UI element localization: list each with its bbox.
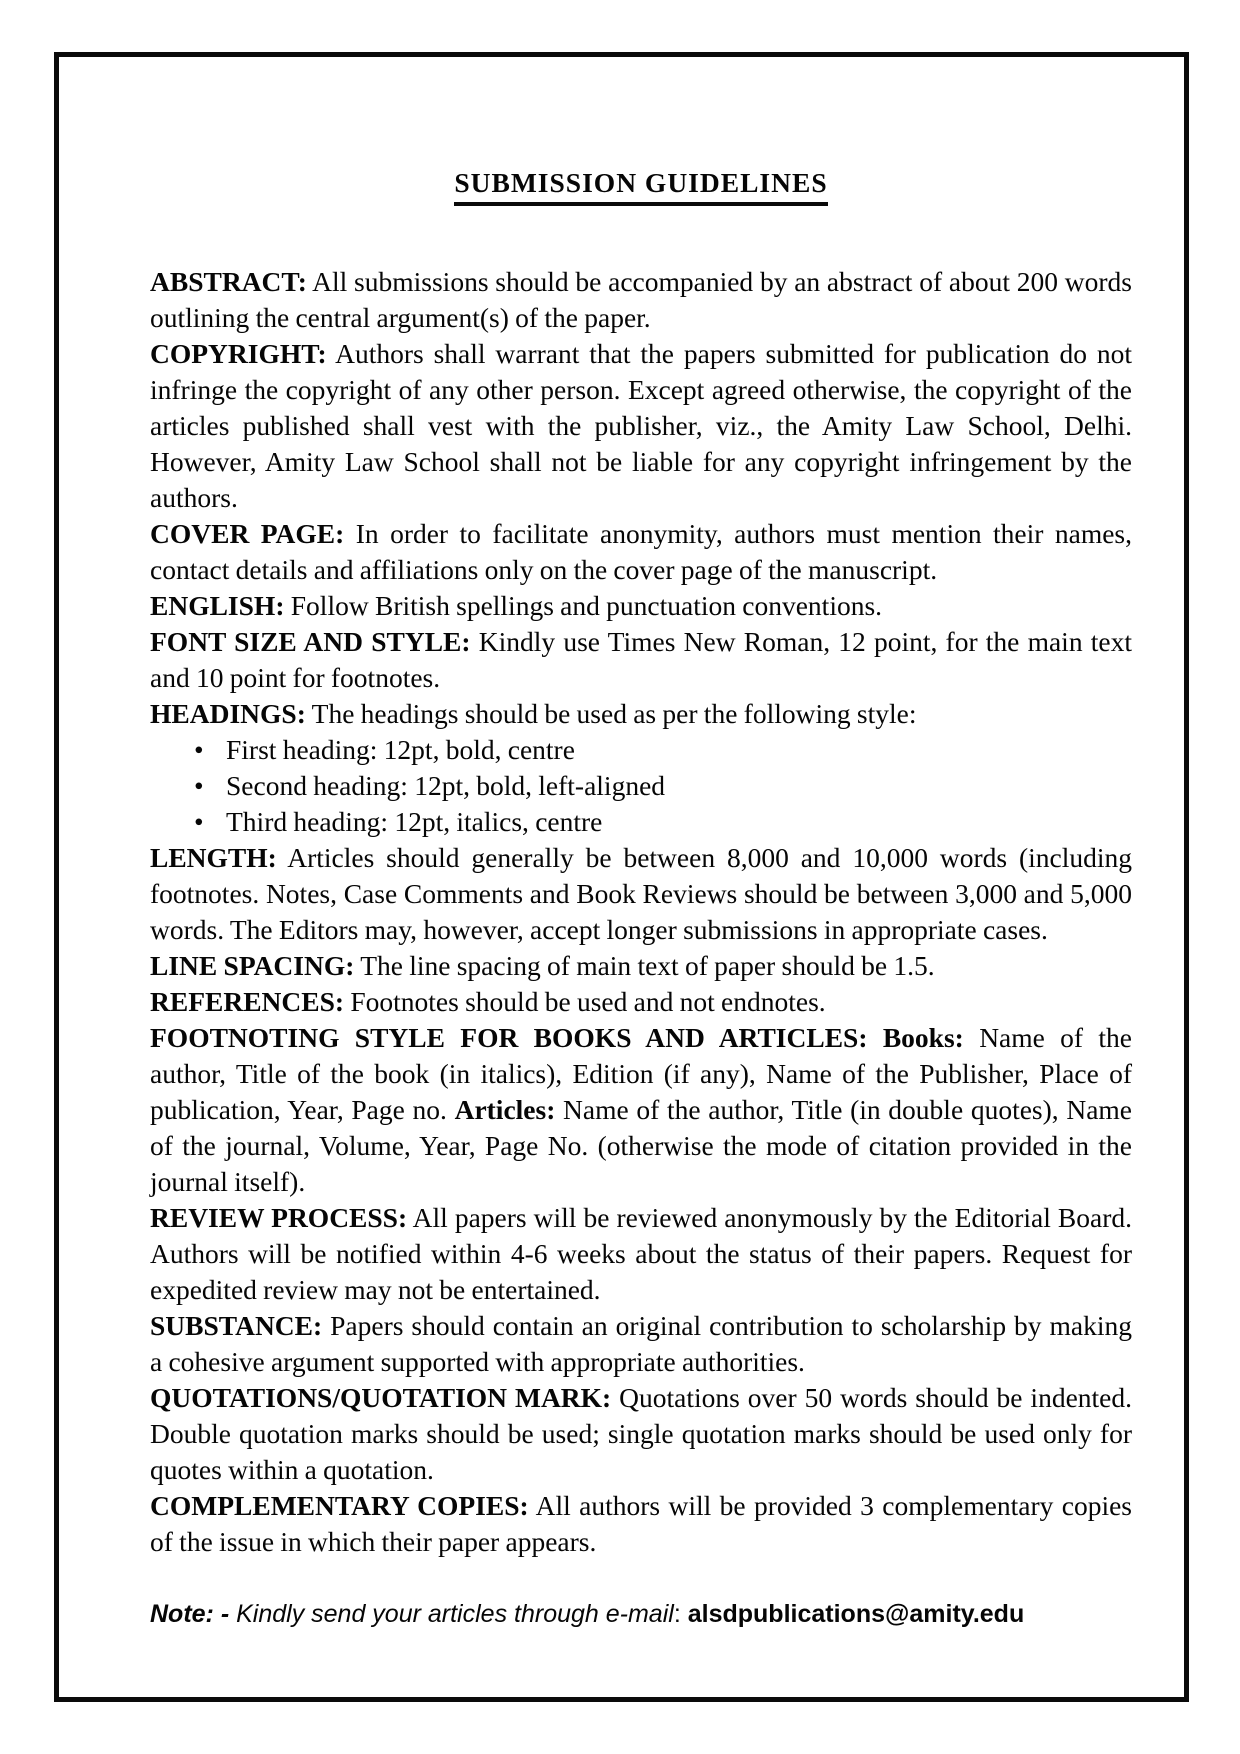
para-substance-text: Papers should contain an original contribution to scholarship by making a cohesive argument supported with appropriate authorities. — [150, 1310, 1132, 1377]
list-item-third-heading — [194, 804, 1132, 840]
para-english-text: Follow British spellings and punctuation conventions. — [290, 590, 883, 621]
para-review-process — [150, 1200, 1132, 1308]
para-references-text: Footnotes should be used and not endnotes. — [350, 986, 826, 1017]
para-review-process-text: All papers will be reviewed anonymously by the Editorial Board. Authors will be notified within 4-6 weeks about the status of their papers. Request for expedited review may not be entertained. — [150, 1202, 1132, 1305]
para-font-size — [150, 624, 1132, 696]
document-title: SUBMISSION GUIDELINES — [454, 167, 827, 206]
para-complementary — [150, 1488, 1132, 1560]
para-cover-page-text: In order to facilitate anonymity, authors must mention their names, contact details and affiliations only on the cover page of the manuscript. — [150, 518, 1132, 585]
para-copyright-label: COPYRIGHT: — [150, 338, 327, 369]
para-complementary-label: COMPLEMENTARY COPIES: — [150, 1490, 529, 1521]
para-font-size-label: FONT SIZE AND STYLE: — [150, 626, 471, 657]
para-cover-page — [150, 516, 1132, 588]
para-line-spacing-label: LINE SPACING: — [150, 950, 355, 981]
para-headings-label: HEADINGS: — [150, 698, 306, 729]
note-text: Kindly send your articles through e-mail — [236, 1600, 674, 1628]
para-headings — [150, 696, 1132, 732]
para-references — [150, 984, 1132, 1020]
para-quotations — [150, 1380, 1132, 1488]
para-line-spacing-text: The line spacing of main text of paper should be 1.5. — [360, 950, 935, 981]
para-footnoting-books-text: Name of the author, Title of the book (in italics), Edition (if any), Name of the Publisher, Place of publication, Year, Page no. — [150, 1022, 1133, 1125]
note-line — [150, 1596, 1150, 1632]
list-item-text: Second heading: 12pt, bold, left-aligned — [226, 770, 666, 801]
guidelines-body — [150, 264, 1132, 1560]
para-substance — [150, 1308, 1132, 1380]
para-quotations-text: Quotations over 50 words should be indented. Double quotation marks should be used; single quotation marks should be used only for quotes within a quotation. — [150, 1382, 1132, 1485]
para-copyright — [150, 336, 1132, 516]
para-length-text: Articles should generally be between 8,000 and 10,000 words (including footnotes. Notes, Case Comments and Book Reviews should be between 3,000 and 5,000 words. The Editors may, however, accept longer submissions in appropriate cases. — [150, 842, 1132, 945]
note-label: Note: - — [150, 1600, 230, 1628]
para-footnoting-label: FOOTNOTING STYLE FOR BOOKS AND ARTICLES: — [150, 1022, 868, 1053]
para-copyright-text: Authors shall warrant that the papers submitted for publication do not infringe the copyright of any other person. Except agreed otherwise, the copyright of the articles published shall vest with the publisher, viz., the Amity Law School, Delhi. However, Amity Law School shall not be liable for any copyright infringement by the authors. — [150, 338, 1132, 513]
note-colon: : — [673, 1600, 681, 1628]
list-item-text: First heading: 12pt, bold, centre — [226, 734, 575, 765]
para-length-label: LENGTH: — [150, 842, 277, 873]
para-line-spacing — [150, 948, 1132, 984]
list-item-text: Third heading: 12pt, italics, centre — [226, 806, 603, 837]
para-abstract-text: All submissions should be accompanied by an abstract of about 200 words outlining the central argument(s) of the paper. — [150, 266, 1132, 333]
para-references-label: REFERENCES: — [150, 986, 345, 1017]
para-footnoting-articles-label: Articles: — [454, 1094, 556, 1125]
para-review-process-label: REVIEW PROCESS: — [150, 1202, 408, 1233]
bullet-icon: • — [194, 734, 204, 765]
bullet-icon: • — [194, 806, 204, 837]
document-title-row — [150, 167, 1132, 206]
para-font-size-text: Kindly use Times New Roman, 12 point, for the main text and 10 point for footnotes. — [150, 626, 1132, 693]
para-footnoting-books-label: Books: — [882, 1022, 964, 1053]
list-item-first-heading — [194, 732, 1132, 768]
para-cover-page-label: COVER PAGE: — [150, 518, 345, 549]
para-english — [150, 588, 1132, 624]
para-footnoting — [150, 1020, 1132, 1200]
para-length — [150, 840, 1132, 948]
list-item-second-heading — [194, 768, 1132, 804]
para-quotations-label: QUOTATIONS/QUOTATION MARK: — [150, 1382, 612, 1413]
para-abstract — [150, 264, 1132, 336]
para-abstract-label: ABSTRACT: — [150, 266, 307, 297]
para-english-label: ENGLISH: — [150, 590, 285, 621]
note-email-address: alsdpublications@amity.edu — [687, 1600, 1025, 1628]
para-substance-label: SUBSTANCE: — [150, 1310, 323, 1341]
para-headings-text: The headings should be used as per the following style: — [311, 698, 917, 729]
bullet-icon: • — [194, 770, 204, 801]
para-complementary-text: All authors will be provided 3 complementary copies of the issue in which their paper appears. — [150, 1490, 1132, 1557]
para-footnoting-articles-text: Name of the author, Title (in double quotes), Name of the journal, Volume, Year, Page No. (otherwise the mode of citation provided in the journal itself). — [150, 1094, 1133, 1197]
